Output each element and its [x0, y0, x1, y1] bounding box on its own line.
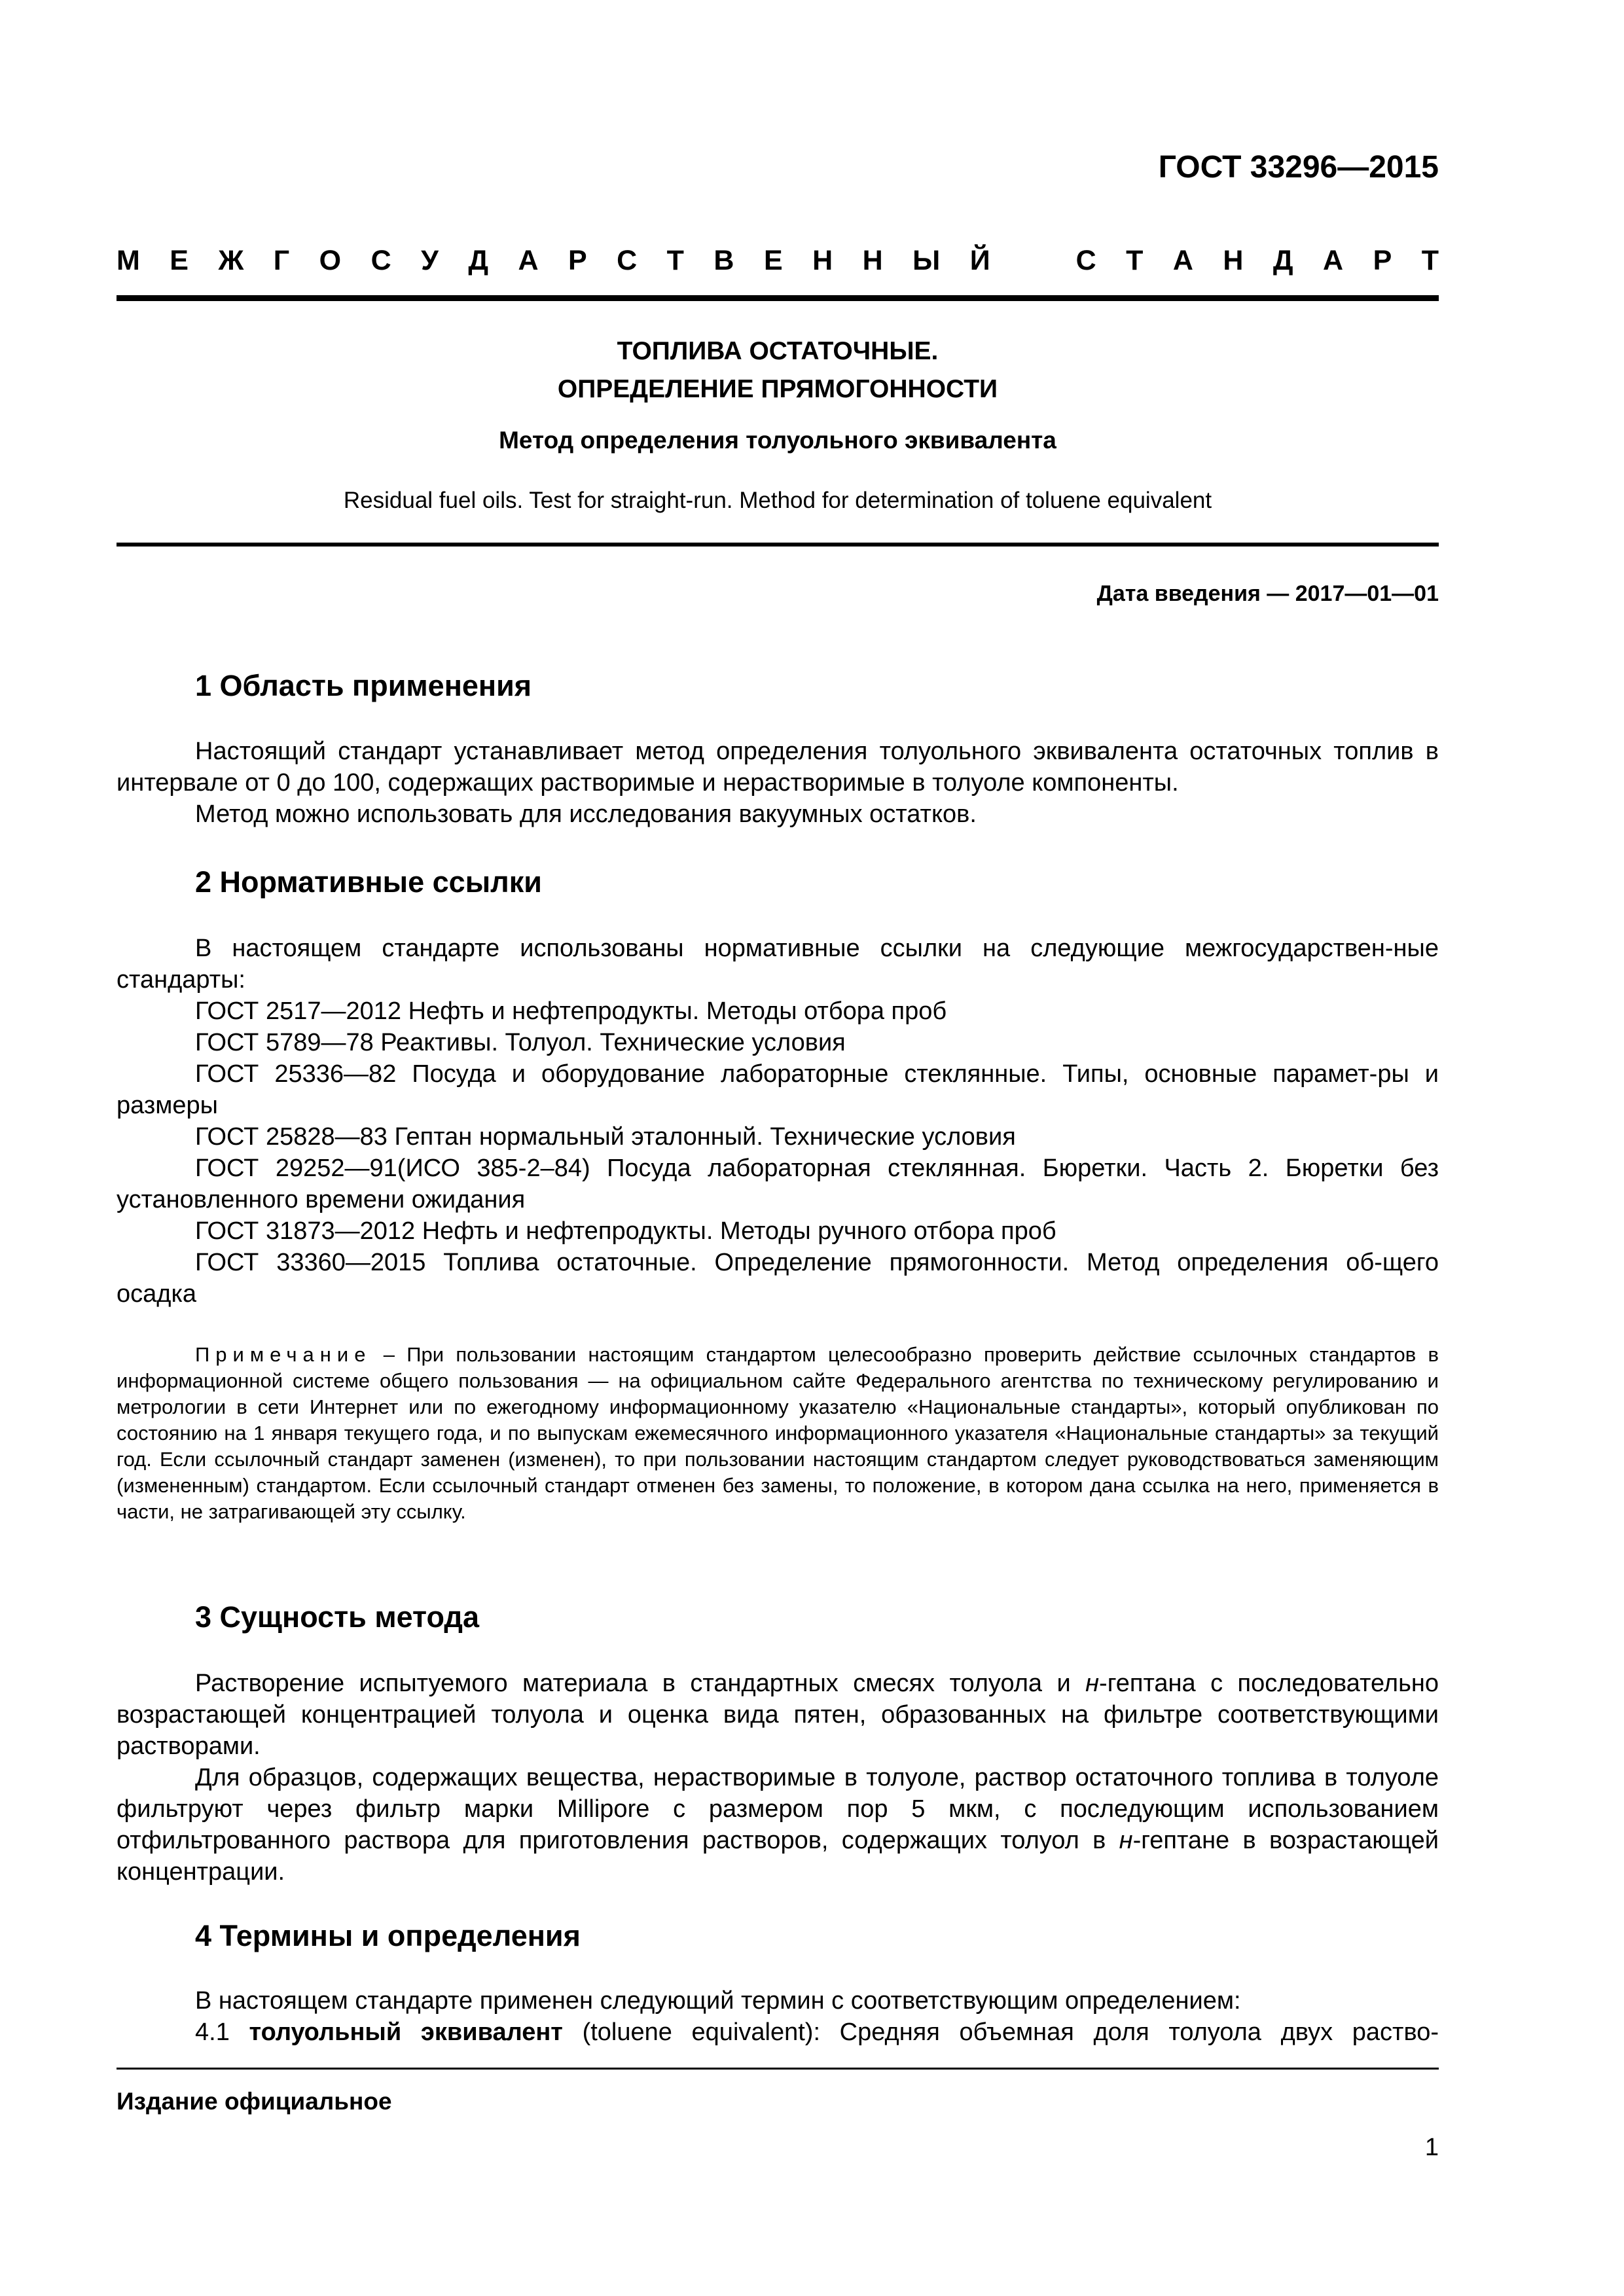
reference-gost-29252: ГОСТ 29252—91(ИСО 385-2–84) Посуда лабораторная стеклянная. Бюретки. Часть 2. Бюретки без установленного времени ожидания: [117, 1155, 1439, 1213]
s3-p2-part-a: Для образцов, содержащих вещества, нерастворимые в толуоле, раствор остаточного топлива в толуоле фильтруют через фильтр марки Millipore с размером пор 5 мкм, с последующим использованием отфильтрованного раствора для приготовления растворов, содержащих толуол в: [117, 1764, 1439, 1854]
heading-letter: О: [319, 245, 342, 276]
section-3-body: [117, 1668, 1439, 1888]
s3-p2-italic-n: н: [1119, 1827, 1133, 1854]
heading-word-gap: [1020, 245, 1046, 277]
top-thick-rule: [117, 295, 1439, 301]
note-label: Примечание: [195, 1343, 372, 1366]
heading-letter: Ы: [912, 245, 941, 276]
reference-gost-31873: ГОСТ 31873—2012 Нефть и нефтепродукты. Методы ручного отбора проб: [195, 1217, 1056, 1245]
section-1-body: [117, 736, 1439, 830]
section-2-heading: 2 Нормативные ссылки: [195, 865, 542, 899]
title-bottom-rule: [117, 543, 1439, 547]
term-definition-4-1: [117, 2017, 1439, 2048]
heading-letter: М: [117, 245, 140, 276]
document-number: ГОСТ 33296—2015: [1158, 150, 1439, 185]
reference-gost-5789: ГОСТ 5789—78 Реактивы. Толуол. Технические условия: [195, 1029, 846, 1056]
section-4-heading: 4 Термины и определения: [195, 1919, 581, 1952]
section-2-note: [117, 1342, 1439, 1525]
term-number: 4.1: [195, 2018, 249, 2046]
heading-letter: Т: [666, 245, 684, 276]
page-number: 1: [1424, 2134, 1439, 2161]
section-1-paragraph-2: Метод можно использовать для исследования вакуумных остатков.: [195, 800, 977, 828]
heading-letter: Е: [170, 245, 189, 276]
reference-gost-33360: ГОСТ 33360—2015 Топлива остаточные. Определение прямогонности. Метод определения об-щего осадка: [117, 1249, 1439, 1308]
section-3-heading: 3 Сущность метода: [195, 1600, 479, 1634]
heading-letter: Е: [763, 245, 783, 276]
note-paragraph: [117, 1342, 1439, 1525]
title-line-2: ОПРЕДЕЛЕНИЕ ПРЯМОГОННОСТИ: [557, 375, 998, 403]
term-definition-text: (toluene equivalent): Средняя объемная доля толуола двух раство-: [562, 2018, 1439, 2046]
heading-letter: С: [1075, 245, 1096, 276]
section-3-paragraph-2: [117, 1762, 1439, 1888]
reference-gost-25828: ГОСТ 25828—83 Гептан нормальный эталонный. Технические условия: [195, 1123, 1016, 1151]
term-name: толуольный эквивалент: [249, 2018, 563, 2046]
heading-letter: Р: [568, 245, 587, 276]
section-4-body: [117, 1985, 1439, 2048]
standard-type-heading: [117, 245, 1439, 277]
footer-rule: [117, 2068, 1439, 2070]
title-line-1: ТОПЛИВА ОСТАТОЧНЫЕ.: [617, 337, 939, 365]
heading-letter: Д: [1272, 245, 1293, 276]
s3-p2-part-b: -гептане в возрастающей концентрации.: [117, 1827, 1439, 1886]
note-text: – При пользовании настоящим стандартом целесообразно проверить действие ссылочных стандартов в информационной системе общего пользования — на официальном сайте Федерального агентства по техническому регулированию и метрологии в сети Интернет или по ежегодному информационному указателю «Национальные стандарты», который опубликован по состоянию на 1 января текущего года, и по выпускам ежемесячного информационного указателя «Национальные стандарты» за текущий год. Если ссылочный стандарт заменен (изменен), то при пользовании настоящим стандартом следует руководствоваться заменяющим (измененным) стандартом. Если ссылочный стандарт отменен без замены, то положение, в котором дана ссылка на него, применяется в части, не затрагивающей эту ссылку.: [117, 1343, 1439, 1523]
heading-letter: С: [617, 245, 638, 276]
introduction-date: Дата введения — 2017—01—01: [1096, 581, 1439, 606]
section-3-paragraph-1: [117, 1668, 1439, 1762]
s3-p1-part-a: Растворение испытуемого материала в стандартных смесях толуола и: [195, 1670, 1086, 1697]
heading-letter: Р: [1373, 245, 1392, 276]
heading-letter: А: [518, 245, 539, 276]
section-2-paragraph-1: В настоящем стандарте использованы нормативные ссылки на следующие межгосударствен-ные стандарты:: [117, 935, 1439, 994]
s3-p1-part-b: -гептана с последовательно возрастающей концентрацией толуола и оценка вида пятен, образованных на фильтре соответствующими растворами.: [117, 1670, 1439, 1760]
section-4-paragraph-1: В настоящем стандарте применен следующий термин с соответствующим определением:: [195, 1987, 1241, 2015]
heading-letter: У: [421, 245, 439, 276]
heading-letter: А: [1172, 245, 1193, 276]
english-title: Residual fuel oils. Test for straight-run. Method for determination of toluene equivalent: [343, 488, 1212, 513]
document-subtitle: Метод определения толуольного эквивалента: [499, 427, 1056, 454]
heading-letter: Ж: [218, 245, 244, 276]
section-2-body: [117, 933, 1439, 1310]
section-1-paragraph-1: Настоящий стандарт устанавливает метод определения толуольного эквивалента остаточных топлив в интервале от 0 до 100, содержащих растворимые и нерастворимые в толуоле компоненты.: [117, 738, 1439, 797]
reference-gost-25336: ГОСТ 25336—82 Посуда и оборудование лабораторные стеклянные. Типы, основные парамет-ры и размеры: [117, 1060, 1439, 1119]
heading-letter: Н: [862, 245, 883, 276]
heading-letter: Г: [273, 245, 290, 276]
edition-label: Издание официальное: [117, 2088, 392, 2115]
heading-letter: Т: [1126, 245, 1144, 276]
section-1-heading: 1 Область применения: [195, 669, 532, 702]
heading-letter: Н: [1223, 245, 1244, 276]
heading-letter: Д: [468, 245, 488, 276]
heading-letter: С: [370, 245, 391, 276]
heading-letter: Т: [1421, 245, 1439, 276]
document-title: [117, 332, 1439, 408]
s3-p1-italic-n: н: [1085, 1670, 1100, 1697]
heading-letter: А: [1323, 245, 1344, 276]
reference-gost-2517: ГОСТ 2517—2012 Нефть и нефтепродукты. Методы отбора проб: [195, 997, 947, 1025]
heading-letter: Й: [969, 245, 990, 276]
heading-letter: В: [713, 245, 734, 276]
heading-letter: Н: [812, 245, 833, 276]
